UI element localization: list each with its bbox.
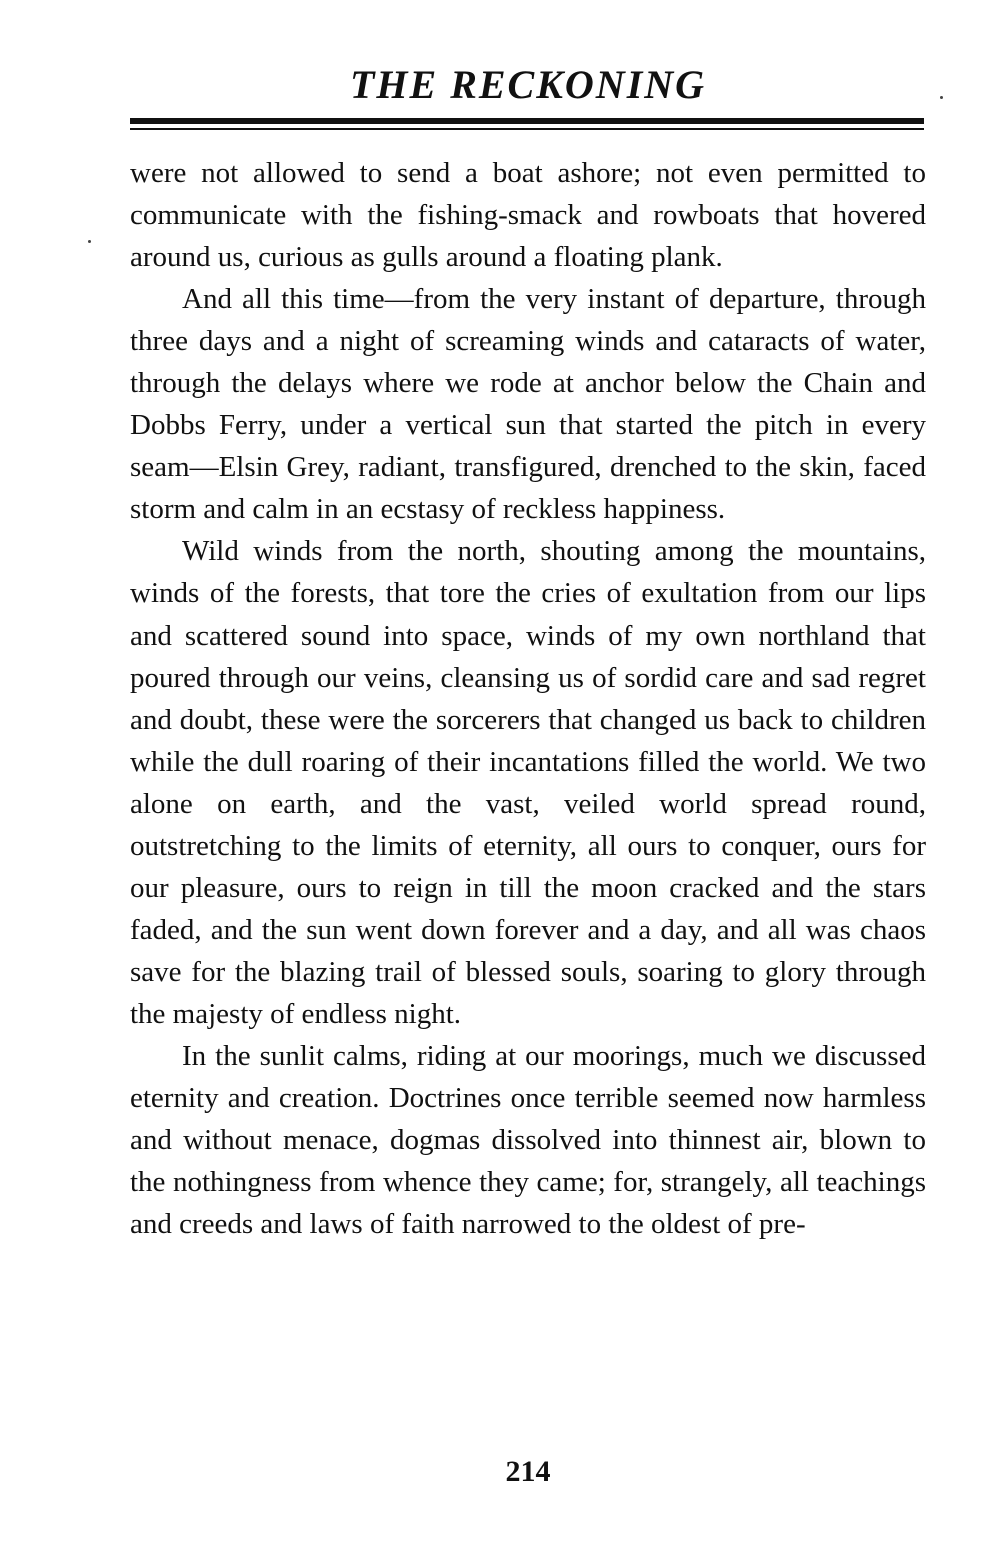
body-text [130, 152, 926, 1245]
header-rule-thick [130, 118, 924, 124]
header-rule-thin [130, 128, 924, 130]
page-number: 214 [505, 1455, 551, 1488]
paragraph-departure: And all this time—from the very instant of departure, through three days and a night of screaming winds and cataracts of water, through the delays where we rode at anchor below the Chain and Dobbs Ferry, under a vertical sun that started the pitch in every seam—Elsin Grey, radiant, transfigured, drenched to the skin, faced storm and calm in an ecstasy of reckless happiness. [130, 283, 926, 526]
paragraph-wild-winds: Wild winds from the north, shouting among the mountains, winds of the forests, that tore the cries of exultation from our lips and scattered sound into space, winds of my own northland that poured through our veins, cleansing us of sordid care and sad regret and doubt, these were the sorcerers that changed us back to children while the dull roaring of their incantations filled the world. We two alone on earth, and the vast, veiled world spread round, outstretching to the limits of eternity, all ours to conquer, ours for our pleasure, ours to reign in till the moon cracked and the stars faded, and the sun went down forever and a day, and all was chaos save for the blazing trail of blessed souls, soaring to glory through the majesty of endless night. [130, 535, 926, 1030]
paragraph-continuation: were not allowed to send a boat ashore; not even permitted to communicate with the fishing-smack and rowboats that hovered around us, curious as gulls around a floating plank. [130, 157, 926, 274]
running-head-title: THE RECKONING [349, 62, 707, 107]
print-speck [940, 96, 943, 99]
paragraph-sunlit-calms: In the sunlit calms, riding at our moorings, much we discussed eternity and creation. Doctrines once terrible seemed now harmless and without menace, dogmas dissolved into thinnest air, blown to the nothingness from whence they came; for, strangely, all teachings and creeds and laws of faith narrowed to the oldest of pre- [130, 1039, 926, 1241]
print-speck [88, 240, 91, 243]
